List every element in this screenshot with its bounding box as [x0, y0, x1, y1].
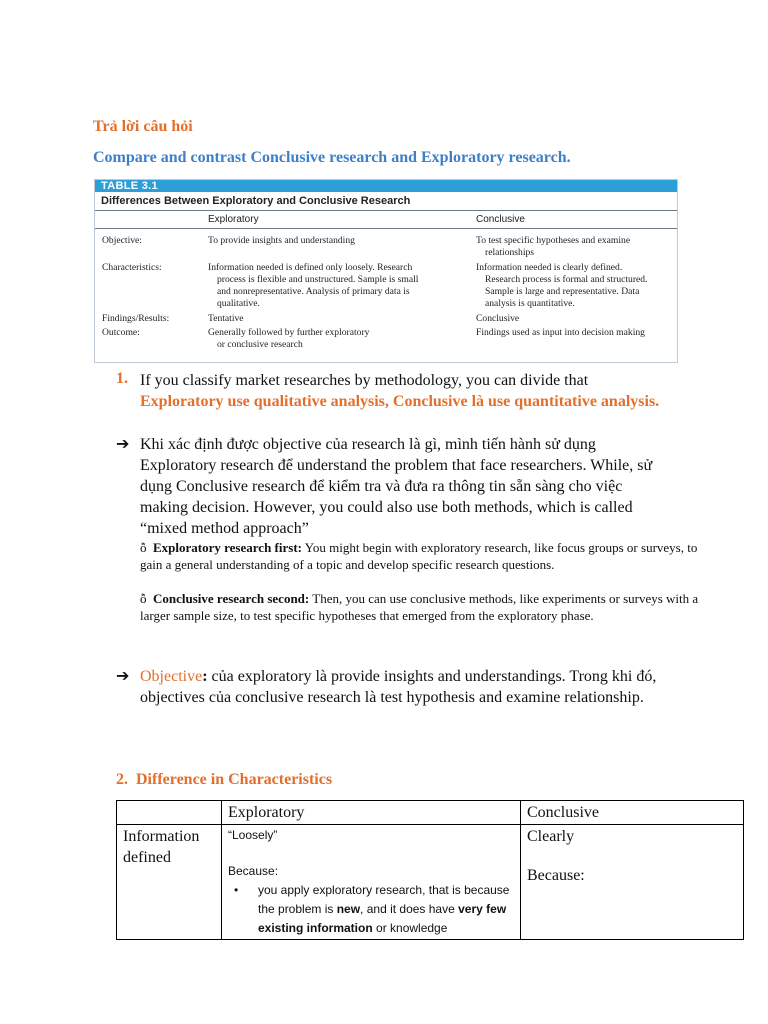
- section-2-heading: 2. Difference in Characteristics: [116, 771, 333, 788]
- objective-paragraph: Objective: của exploratory là provide insights and understandings. Trong khi đó, objectives của conclusive research là test hypothesis and examine relationship.: [140, 668, 657, 706]
- table-row: [117, 825, 744, 940]
- intro-text: If you classify market researches by methodology, you can divide that: [140, 372, 589, 389]
- table-header-exploratory: Exploratory: [222, 801, 521, 825]
- figure-row-exploratory: To provide insights and understanding: [208, 235, 355, 246]
- figure-row-exploratory: Tentative: [208, 313, 244, 324]
- bullet-conclusive-second: ỗ Conclusive research second: Then, you can use conclusive methods, like experiments or surveys with a larger sample size, to test specific hypotheses that emerged from the exploratory phase.: [140, 591, 699, 623]
- figure-col-exploratory: Exploratory: [208, 214, 259, 225]
- table-3-1-figure: [94, 179, 678, 363]
- figure-row-conclusive: To test specific hypotheses and examine relationships: [476, 235, 631, 258]
- figure-row-label: Findings/Results:: [102, 313, 170, 324]
- bullet-icon: •: [234, 883, 239, 897]
- table-cell-exploratory: “Loosely” Because: • you apply exploratory research, that is because the problem is new, and it does have very few existing information or knowledge: [222, 825, 521, 940]
- bullet-icon: ỗ: [140, 591, 147, 606]
- section-1-intro: [140, 370, 700, 412]
- table-corner-cell: [117, 801, 222, 825]
- figure-band: TABLE 3.1: [95, 180, 677, 192]
- figure-row-exploratory: Information needed is defined only loosely. Research process is flexible and unstructured. Sample is small and nonrepresentative. Analysis of primary data is qualitative.: [208, 262, 419, 309]
- approach-paragraph: Khi xác định được objective của research là gì, mình tiến hành sử dụng Exploratory research để understand the problem that face researchers. While, sử dụng Conclusive research để kiểm tra và đưa ra thông tin sẵn sàng cho việc making decision. However, you could also use both methods, which is called “mixed method approach”: [140, 436, 653, 537]
- figure-caption: Differences Between Exploratory and Conclusive Research: [95, 192, 677, 211]
- figure-row-conclusive: Conclusive: [476, 313, 520, 324]
- figure-col-conclusive: Conclusive: [476, 214, 525, 225]
- section-1-number: 1.: [116, 370, 128, 387]
- intro-highlight: Exploratory use qualitative analysis, Conclusive là use quantitative analysis.: [140, 393, 660, 410]
- table-row: [117, 801, 744, 825]
- answer-heading: Trả lời câu hỏi: [93, 118, 193, 135]
- question-heading: Compare and contrast Conclusive research and Exploratory research.: [93, 149, 571, 166]
- arrow-icon: ➔: [116, 436, 130, 453]
- figure-row-label: Characteristics:: [102, 262, 162, 273]
- figure-row-exploratory: Generally followed by further exploratory or conclusive research: [208, 327, 370, 350]
- bullet-exploratory-first: ỗ Exploratory research first: You might begin with exploratory research, like focus groups or surveys, to gain a general understanding of a topic and develop specific research questions.: [140, 540, 698, 572]
- bullet-icon: ỗ: [140, 540, 147, 555]
- figure-row-label: Outcome:: [102, 327, 140, 338]
- figure-row-conclusive: Findings used as input into decision making: [476, 327, 645, 338]
- table-cell-conclusive: Clearly Because:: [521, 825, 744, 940]
- figure-divider: [95, 228, 677, 229]
- characteristics-table: [116, 800, 744, 940]
- arrow-icon: ➔: [116, 668, 130, 685]
- figure-row-conclusive: Information needed is clearly defined. Research process is formal and structured. Sample is large and representative. Data analysis is quantitative.: [476, 262, 648, 309]
- objective-label: Objective: [140, 668, 203, 685]
- table-header-conclusive: Conclusive: [521, 801, 744, 825]
- table-row-label: Information defined: [117, 825, 222, 940]
- figure-row-label: Objective:: [102, 235, 142, 246]
